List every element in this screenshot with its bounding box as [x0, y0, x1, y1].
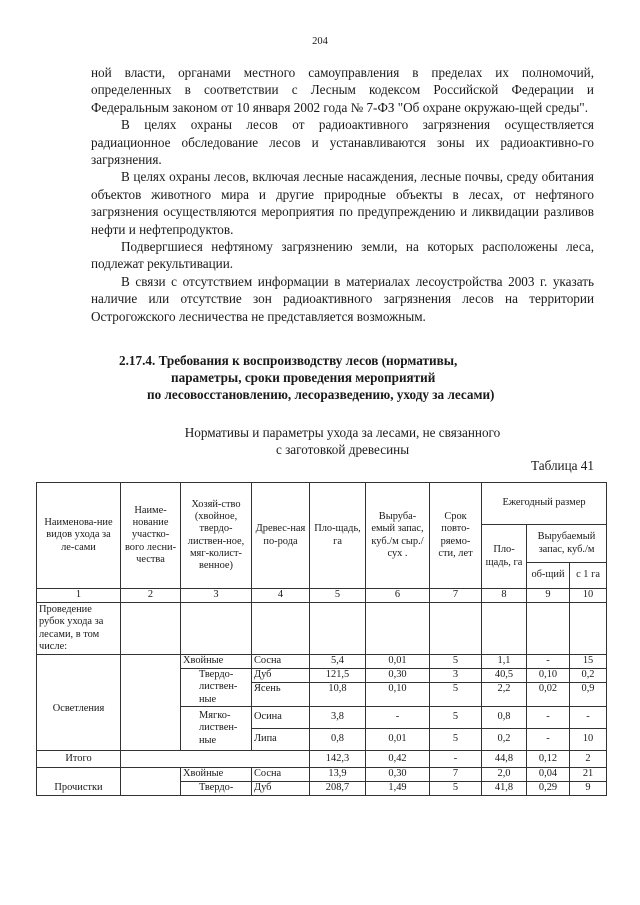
- period: 5: [430, 728, 482, 750]
- header-cell: Древес-ная по-рода: [252, 483, 310, 589]
- annual-per-ha: -: [570, 706, 607, 728]
- stock: 1,49: [366, 781, 430, 795]
- annual-per-ha: 0,2: [570, 669, 607, 683]
- annual-total: 0,29: [527, 781, 570, 795]
- period: -: [430, 750, 482, 767]
- table-row: [37, 669, 607, 683]
- paragraph: В целях охраны лесов, включая лесные насаждения, лесные почвы, среду обитания объектов животного мира и другие природные объекты в лесах, от нефтяного загрязнения осуществляются мероприятия по предупреждению и ликвидации разливов нефти и нефтепродуктов.: [91, 169, 594, 237]
- header-cell: Наиме-нование участко-вого лесни-чества: [121, 483, 181, 589]
- group-label: Прочистки: [37, 781, 121, 795]
- column-number: 4: [252, 589, 310, 603]
- species: Дуб: [252, 781, 310, 795]
- column-number: 9: [527, 589, 570, 603]
- farm-type: Твердо-: [181, 781, 252, 795]
- area: 0,8: [310, 728, 366, 750]
- species: Липа: [252, 728, 310, 750]
- table-41: [36, 482, 607, 796]
- annual-area: 44,8: [482, 750, 527, 767]
- annual-area: 41,8: [482, 781, 527, 795]
- stock: 0,01: [366, 728, 430, 750]
- area: 5,4: [310, 655, 366, 669]
- farm-type: Хвойные: [181, 767, 252, 781]
- annual-total: 0,10: [527, 669, 570, 683]
- annual-per-ha: 9: [570, 781, 607, 795]
- annual-area: 0,2: [482, 728, 527, 750]
- area: 13,9: [310, 767, 366, 781]
- column-number: 2: [121, 589, 181, 603]
- header-cell: Ежегодный размер: [482, 483, 607, 525]
- heading-line: по лесовосстановлению, лесоразведению, уходу за лесами): [147, 387, 495, 402]
- header-cell: об-щий: [527, 563, 570, 589]
- annual-area: 2,2: [482, 683, 527, 707]
- section-heading: [91, 352, 594, 403]
- area: 142,3: [310, 750, 366, 767]
- header-cell: Срок повто-ряемо-сти, лет: [430, 483, 482, 589]
- annual-area: 0,8: [482, 706, 527, 728]
- heading-line: параметры, сроки проведения мероприятий: [171, 370, 436, 385]
- header-cell: Выруба-емый запас, куб./м сыр./сух .: [366, 483, 430, 589]
- species: Осина: [252, 706, 310, 728]
- annual-total: 0,12: [527, 750, 570, 767]
- paragraph: Подвергшиеся нефтяному загрязнению земли, на которых расположены леса, подлежат рекультивации.: [91, 239, 594, 272]
- stock: 0,42: [366, 750, 430, 767]
- stock: -: [366, 706, 430, 728]
- body-text: [91, 64, 594, 325]
- table-row: [37, 781, 607, 795]
- header-cell: с 1 га: [570, 563, 607, 589]
- column-number: 5: [310, 589, 366, 603]
- caption-line: с заготовкой древесины: [275, 442, 410, 457]
- paragraph: В связи с отсутствием информации в материалах лесоустройства 2003 г. указать наличие или отсутствие зон радиоактивного загрязнения лесов на территории Острогожского лесничества не представляется возможным.: [91, 273, 594, 324]
- table-row: [37, 767, 607, 781]
- annual-per-ha: 2: [570, 750, 607, 767]
- annual-area: 40,5: [482, 669, 527, 683]
- period: 5: [430, 683, 482, 707]
- species: Ясень: [252, 683, 310, 707]
- farm-type: Твердо-листвен-ные: [181, 669, 252, 707]
- annual-area: 2,0: [482, 767, 527, 781]
- column-number: 1: [37, 589, 121, 603]
- paragraph: ной власти, органами местного самоуправления в пределах их полномочий, определенных в соответствии с Лесным кодексом Российской Федерации и Федеральным законом от 10 января 2002 года № 7-ФЗ "Об охране окружаю-щей среды".: [91, 65, 594, 115]
- annual-total: 0,02: [527, 683, 570, 707]
- annual-per-ha: 0,9: [570, 683, 607, 707]
- column-number: 6: [366, 589, 430, 603]
- period: 5: [430, 781, 482, 795]
- group-label: Осветления: [37, 669, 121, 751]
- annual-total: -: [527, 728, 570, 750]
- caption-line: Нормативы и параметры ухода за лесами, не связанного: [184, 425, 501, 440]
- farm-type: Хвойные: [181, 655, 252, 669]
- paragraph: В целях охраны лесов от радиоактивного загрязнения осуществляется радиационное обследование лесов и устанавливаются зоны их радиоактивно-го загрязнения.: [91, 117, 594, 168]
- annual-per-ha: 21: [570, 767, 607, 781]
- stock: 0,30: [366, 767, 430, 781]
- annual-per-ha: 15: [570, 655, 607, 669]
- area: 121,5: [310, 669, 366, 683]
- farm-type: Мягко-листвен-ные: [181, 706, 252, 750]
- period: 5: [430, 655, 482, 669]
- column-number: 8: [482, 589, 527, 603]
- page-number: 204: [312, 36, 328, 47]
- total-row: [37, 750, 607, 767]
- annual-total: 0,04: [527, 767, 570, 781]
- table-number: Таблица 41: [531, 458, 594, 473]
- period: 3: [430, 669, 482, 683]
- table-caption: [91, 424, 594, 458]
- area: 208,7: [310, 781, 366, 795]
- column-number: 10: [570, 589, 607, 603]
- header-cell: Вырубаемый запас, куб./м: [527, 525, 607, 563]
- stock: 0,30: [366, 669, 430, 683]
- header-cell: Хозяй-ство (хвойное, твердо-листвен-ное, мяг-колист-венное): [181, 483, 252, 589]
- header-cell: Наименова-ние видов ухода за ле-сами: [37, 483, 121, 589]
- period: 7: [430, 767, 482, 781]
- heading-line: 2.17.4. Требования к воспроизводству лесов (нормативы,: [119, 353, 458, 368]
- annual-total: -: [527, 706, 570, 728]
- table-row: [37, 655, 607, 669]
- header-cell: Пло-щадь, га: [310, 483, 366, 589]
- period: 5: [430, 706, 482, 728]
- annual-total: -: [527, 655, 570, 669]
- total-label: Итого: [37, 750, 121, 767]
- section-label: Проведение рубок ухода за лесами, в том числе:: [37, 603, 121, 655]
- column-number: 7: [430, 589, 482, 603]
- area: 3,8: [310, 706, 366, 728]
- table-row: [37, 603, 607, 655]
- species: Сосна: [252, 767, 310, 781]
- species: Дуб: [252, 669, 310, 683]
- annual-per-ha: 10: [570, 728, 607, 750]
- area: 10,8: [310, 683, 366, 707]
- column-number: 3: [181, 589, 252, 603]
- annual-area: 1,1: [482, 655, 527, 669]
- stock: 0,10: [366, 683, 430, 707]
- stock: 0,01: [366, 655, 430, 669]
- species: Сосна: [252, 655, 310, 669]
- header-cell: Пло-щадь, га: [482, 525, 527, 589]
